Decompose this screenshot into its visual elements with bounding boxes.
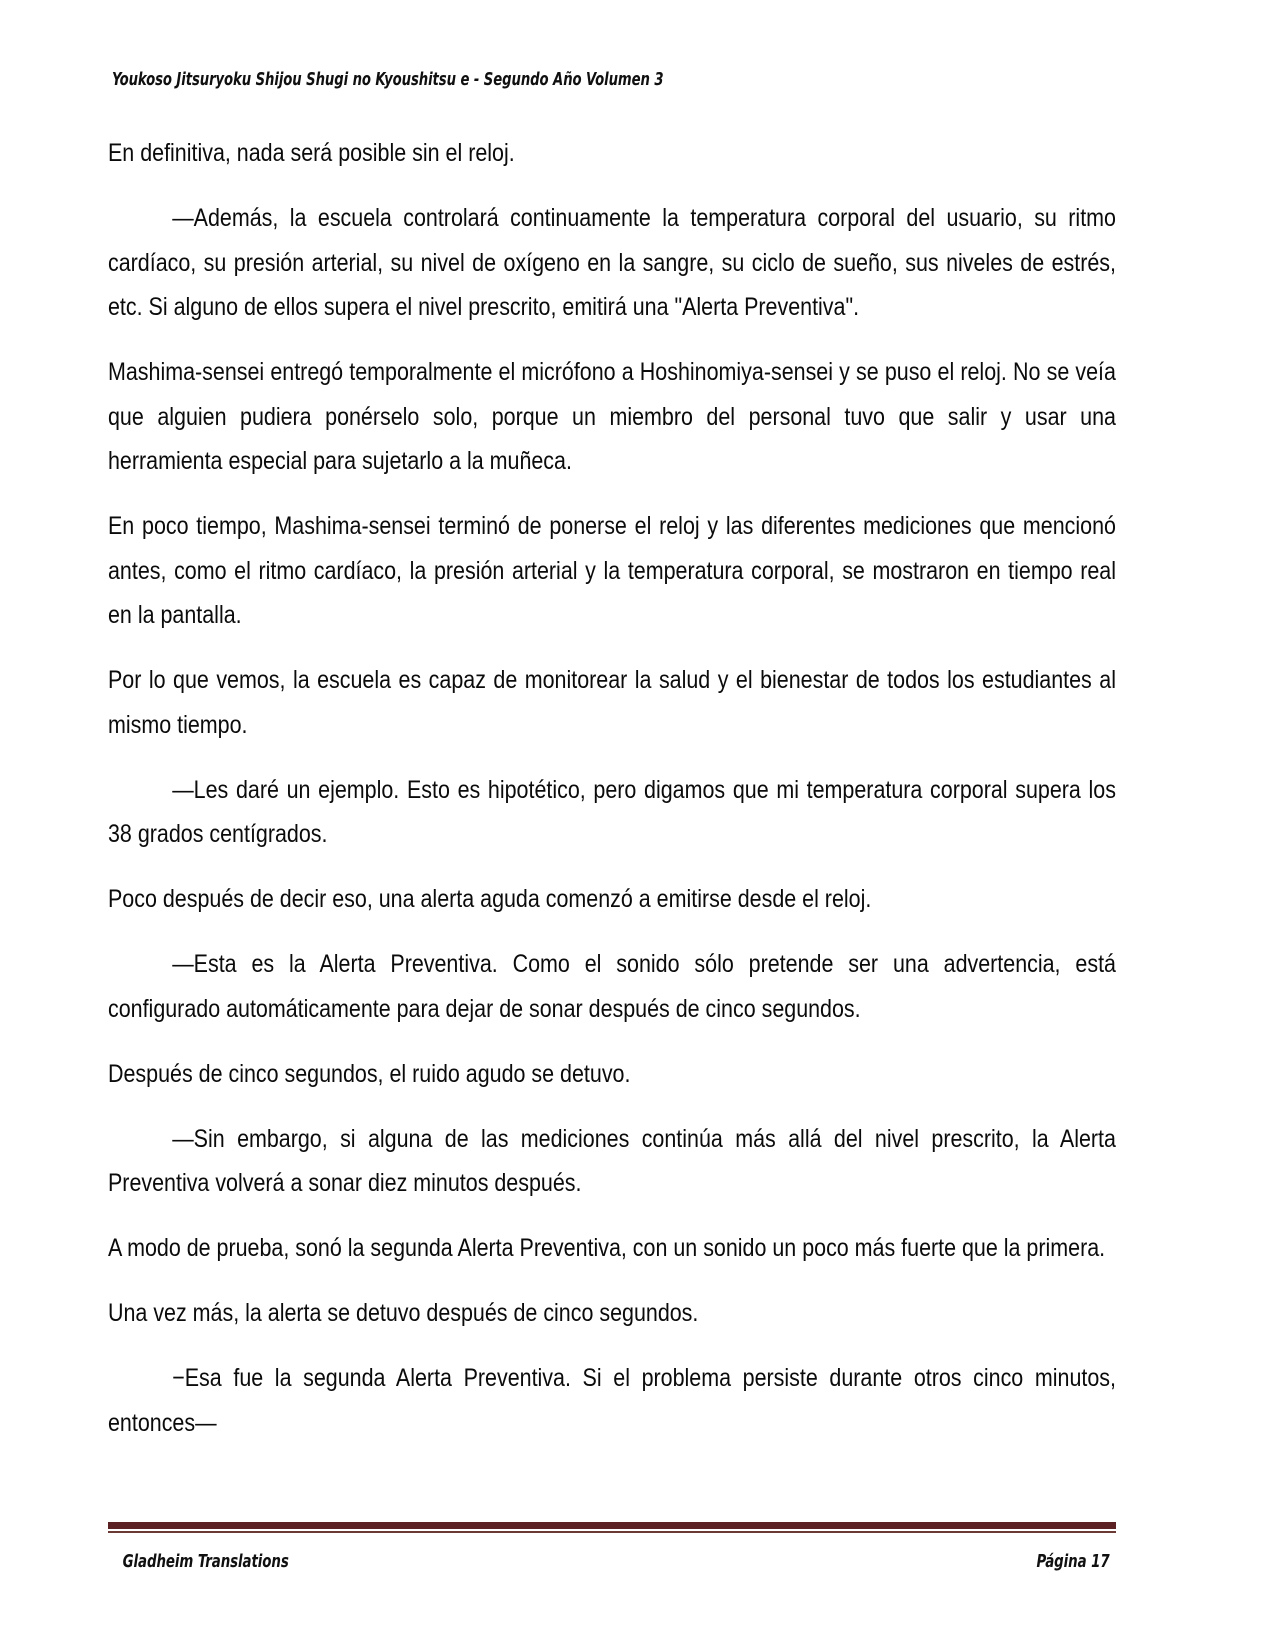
paragraph: En definitiva, nada será posible sin el reloj. [108, 139, 515, 167]
paragraph: −Esa fue la segunda Alerta Preventiva. Si el problema persiste durante otros cinco minutos, entonces— [108, 1364, 1116, 1437]
footer-rule-thick [108, 1522, 1116, 1529]
paragraph: Poco después de decir eso, una alerta aguda comenzó a emitirse desde el reloj. [108, 885, 872, 913]
paragraph: —Esta es la Alerta Preventiva. Como el sonido sólo pretende ser una advertencia, está configurado automáticamente para dejar de sonar después de cinco segundos. [108, 950, 1116, 1023]
document-footer [108, 1522, 1116, 1572]
paragraph: —Sin embargo, si alguna de las mediciones continúa más allá del nivel prescrito, la Alerta Preventiva volverá a sonar diez minutos después. [108, 1124, 1116, 1197]
paragraph: Después de cinco segundos, el ruido agudo se detuvo. [108, 1059, 631, 1088]
paragraph: Por lo que vemos, la escuela es capaz de monitorear la salud y el bienestar de todos los estudiantes al mismo tiempo. [108, 666, 1116, 739]
document-running-header: Youkoso Jitsuryoku Shijou Shugi no Kyoushitsu e - Segundo Año Volumen 3 [112, 70, 664, 90]
paragraph: En poco tiempo, Mashima-sensei terminó de ponerse el reloj y las diferentes mediciones que mencionó antes, como el ritmo cardíaco, la presión arterial y la temperatura corporal, se mostraron en tiempo real en la pantalla. [108, 512, 1116, 629]
document-body [108, 131, 1116, 1445]
paragraph: —Les daré un ejemplo. Esto es hipotético, pero digamos que mi temperatura corporal supera los 38 grados centígrados. [108, 775, 1116, 848]
paragraph: —Además, la escuela controlará continuamente la temperatura corporal del usuario, su ritmo cardíaco, su presión arterial, su nivel de oxígeno en la sangre, su ciclo de sueño, sus niveles de estrés, etc. Si alguno de ellos supera el nivel prescrito, emitirá una "Alerta Preventiva". [108, 204, 1116, 321]
paragraph: A modo de prueba, sonó la segunda Alerta Preventiva, con un sonido un poco más fuerte que la primera. [108, 1234, 1106, 1262]
paragraph: Una vez más, la alerta se detuvo después de cinco segundos. [108, 1299, 699, 1327]
paragraph: Mashima-sensei entregó temporalmente el micrófono a Hoshinomiya-sensei y se puso el reloj. No se veía que alguien pudiera ponérselo solo, porque un miembro del personal tuvo que salir y usar una herramienta especial para sujetarlo a la muñeca. [108, 358, 1116, 475]
footer-rule-thin [108, 1531, 1116, 1533]
footer-page-number: Página 17 [1036, 1552, 1110, 1572]
footer-translator-credit: Gladheim Translations [122, 1552, 289, 1572]
footer-row [108, 1552, 1116, 1572]
